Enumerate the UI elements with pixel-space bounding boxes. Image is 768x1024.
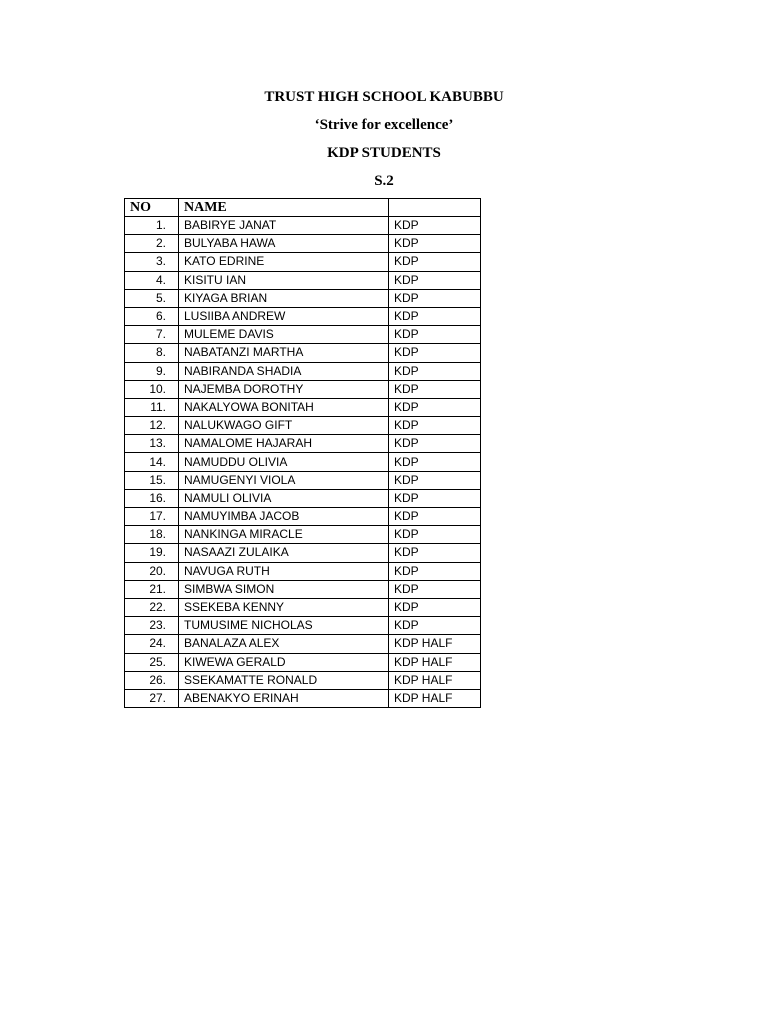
student-status: KDP [389, 344, 481, 362]
student-name: NABIRANDA SHADIA [179, 362, 389, 380]
row-number: 10. [125, 380, 179, 398]
row-number: 7. [125, 326, 179, 344]
table-row [125, 271, 481, 289]
student-status: KDP HALF [389, 653, 481, 671]
student-status: KDP [389, 417, 481, 435]
table-row [125, 508, 481, 526]
row-number: 17. [125, 508, 179, 526]
row-number: 24. [125, 635, 179, 653]
student-status: KDP [389, 253, 481, 271]
row-number: 6. [125, 307, 179, 325]
school-name: TRUST HIGH SCHOOL KABUBBU [264, 89, 504, 105]
table-row [125, 380, 481, 398]
student-status: KDP [389, 598, 481, 616]
class-label: S.2 [374, 173, 394, 189]
student-status: KDP [389, 380, 481, 398]
table-header-row [125, 199, 481, 217]
student-name: KISITU IAN [179, 271, 389, 289]
student-name: KIYAGA BRIAN [179, 289, 389, 307]
student-status: KDP HALF [389, 689, 481, 707]
header-no: NO [125, 199, 179, 217]
student-name: BANALAZA ALEX [179, 635, 389, 653]
header-name: NAME [179, 199, 389, 217]
table-row [125, 344, 481, 362]
row-number: 12. [125, 417, 179, 435]
school-motto: ‘Strive for excellence’ [314, 117, 454, 133]
table-row [125, 453, 481, 471]
student-status: KDP [389, 398, 481, 416]
row-number: 23. [125, 617, 179, 635]
row-number: 13. [125, 435, 179, 453]
table-row [125, 526, 481, 544]
table-row [125, 489, 481, 507]
row-number: 2. [125, 235, 179, 253]
row-number: 9. [125, 362, 179, 380]
row-number: 4. [125, 271, 179, 289]
student-name: NASAAZI ZULAIKA [179, 544, 389, 562]
table-row [125, 562, 481, 580]
student-status: KDP HALF [389, 671, 481, 689]
table-row [125, 235, 481, 253]
row-number: 22. [125, 598, 179, 616]
student-name: KATO EDRINE [179, 253, 389, 271]
table-row [125, 653, 481, 671]
row-number: 25. [125, 653, 179, 671]
row-number: 21. [125, 580, 179, 598]
student-status: KDP [389, 217, 481, 235]
table-row [125, 598, 481, 616]
row-number: 1. [125, 217, 179, 235]
table-body [125, 217, 481, 708]
table-row [125, 689, 481, 707]
row-number: 20. [125, 562, 179, 580]
table-row [125, 217, 481, 235]
students-table [124, 198, 481, 708]
row-number: 16. [125, 489, 179, 507]
student-name: SSEKEBA KENNY [179, 598, 389, 616]
student-name: NAMULI OLIVIA [179, 489, 389, 507]
student-name: SSEKAMATTE RONALD [179, 671, 389, 689]
student-status: KDP [389, 562, 481, 580]
student-name: NAMUDDU OLIVIA [179, 453, 389, 471]
table-row [125, 326, 481, 344]
row-number: 27. [125, 689, 179, 707]
table-row [125, 253, 481, 271]
table-row [125, 544, 481, 562]
table-row [125, 580, 481, 598]
student-status: KDP [389, 435, 481, 453]
row-number: 19. [125, 544, 179, 562]
row-number: 15. [125, 471, 179, 489]
student-status: KDP [389, 471, 481, 489]
student-status: KDP [389, 544, 481, 562]
table-row [125, 635, 481, 653]
student-status: KDP [389, 326, 481, 344]
student-status: KDP [389, 235, 481, 253]
student-status: KDP [389, 508, 481, 526]
row-number: 3. [125, 253, 179, 271]
student-name: NALUKWAGO GIFT [179, 417, 389, 435]
student-name: KIWEWA GERALD [179, 653, 389, 671]
student-status: KDP [389, 362, 481, 380]
student-name: BABIRYE JANAT [179, 217, 389, 235]
student-name: LUSIIBA ANDREW [179, 307, 389, 325]
student-status: KDP HALF [389, 635, 481, 653]
student-name: NAJEMBA DOROTHY [179, 380, 389, 398]
student-status: KDP [389, 526, 481, 544]
student-name: ABENAKYO ERINAH [179, 689, 389, 707]
student-status: KDP [389, 617, 481, 635]
table-row [125, 398, 481, 416]
table-row [125, 617, 481, 635]
header-status [389, 199, 481, 217]
student-name: NANKINGA MIRACLE [179, 526, 389, 544]
table-row [125, 417, 481, 435]
student-status: KDP [389, 453, 481, 471]
row-number: 5. [125, 289, 179, 307]
student-name: NABATANZI MARTHA [179, 344, 389, 362]
table-row [125, 671, 481, 689]
student-name: NAMUGENYI VIOLA [179, 471, 389, 489]
student-name: BULYABA HAWA [179, 235, 389, 253]
row-number: 18. [125, 526, 179, 544]
table-row [125, 307, 481, 325]
student-name: NAKALYOWA BONITAH [179, 398, 389, 416]
student-name: NAMALOME HAJARAH [179, 435, 389, 453]
table-row [125, 289, 481, 307]
student-status: KDP [389, 489, 481, 507]
student-name: NAMUYIMBA JACOB [179, 508, 389, 526]
student-name: TUMUSIME NICHOLAS [179, 617, 389, 635]
row-number: 14. [125, 453, 179, 471]
row-number: 8. [125, 344, 179, 362]
student-status: KDP [389, 580, 481, 598]
student-name: MULEME DAVIS [179, 326, 389, 344]
document-title: KDP STUDENTS [327, 145, 441, 161]
row-number: 11. [125, 398, 179, 416]
student-status: KDP [389, 271, 481, 289]
row-number: 26. [125, 671, 179, 689]
table-row [125, 362, 481, 380]
student-status: KDP [389, 307, 481, 325]
student-name: SIMBWA SIMON [179, 580, 389, 598]
student-name: NAVUGA RUTH [179, 562, 389, 580]
student-status: KDP [389, 289, 481, 307]
table-row [125, 471, 481, 489]
table-row [125, 435, 481, 453]
